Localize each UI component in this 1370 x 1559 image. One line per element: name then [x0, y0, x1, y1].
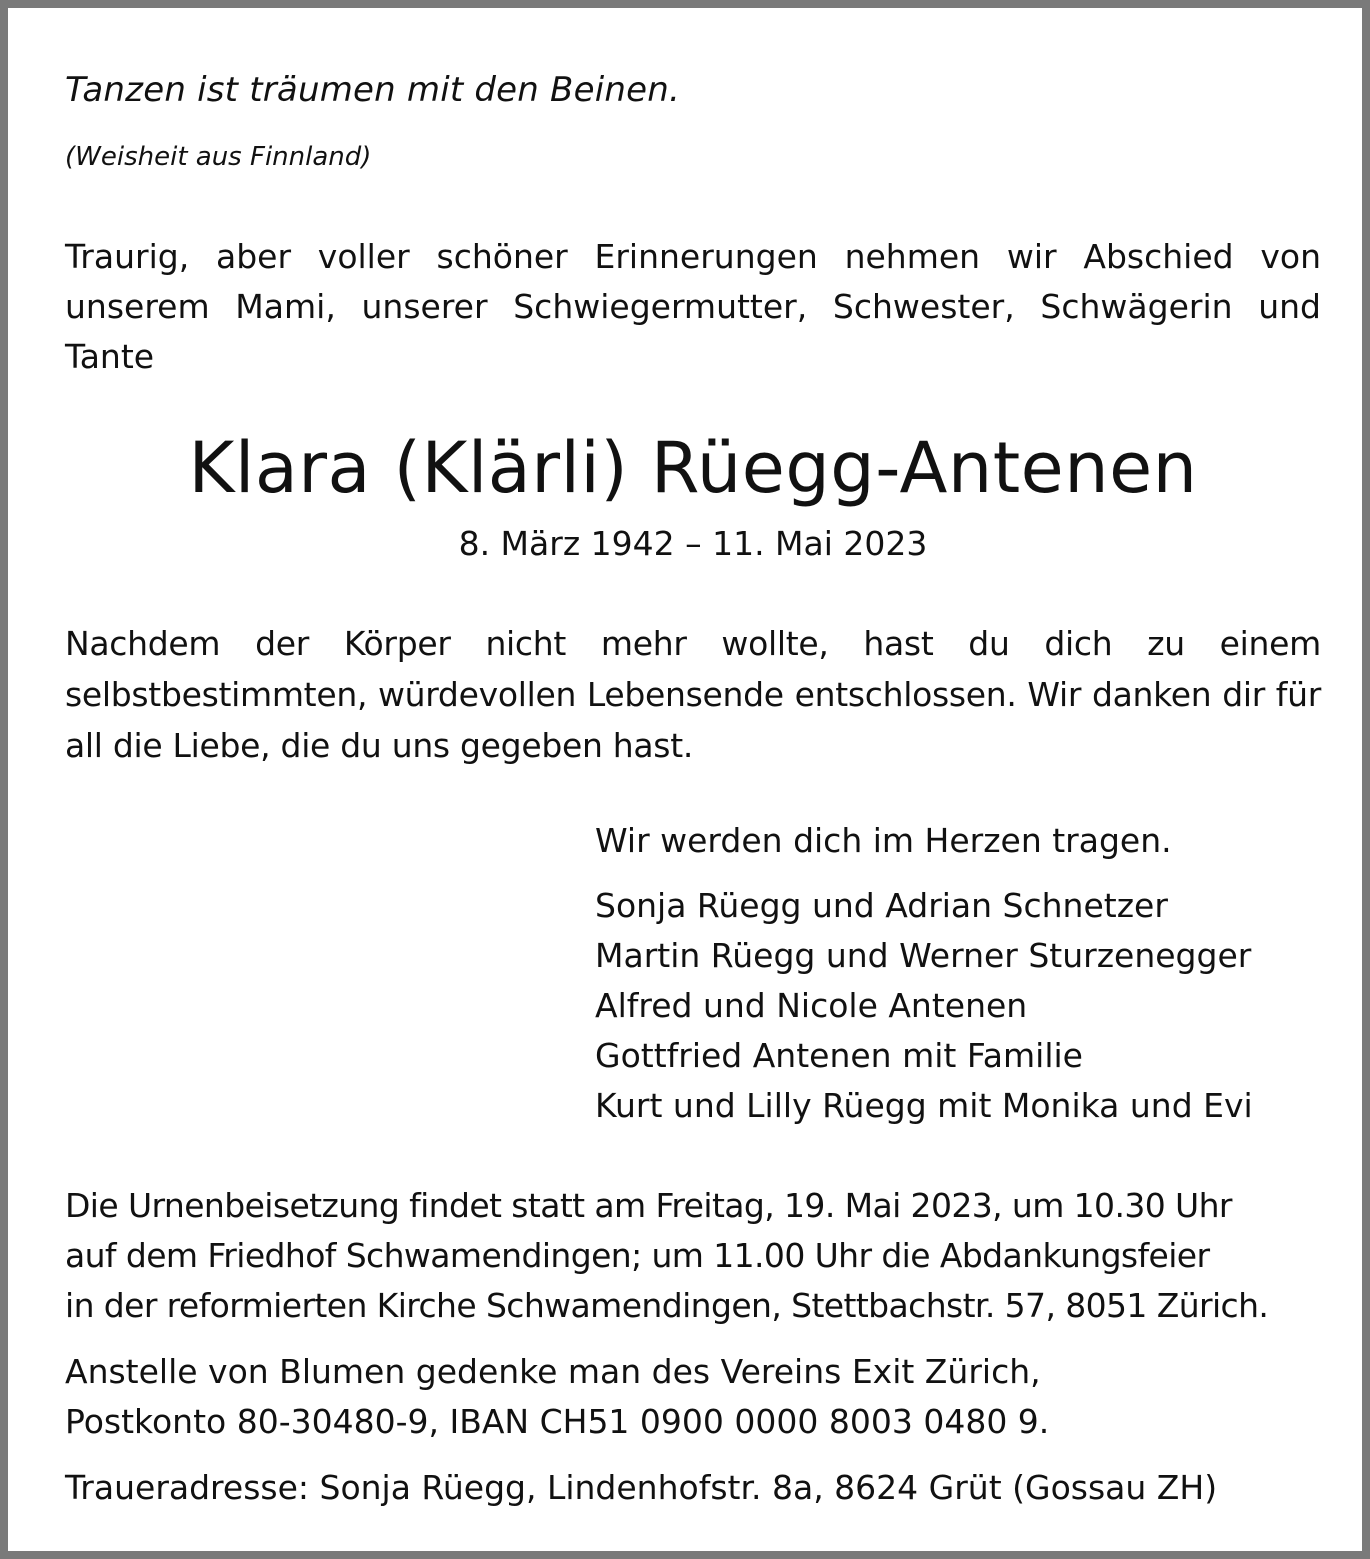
farewell-message: Nachdem der Körper nicht mehr wollte, hast du dich zu einem selbstbestimmten, würdevollen Lebensende entschlossen. Wir danken dir für all die Liebe, die du uns gegeben hast.	[65, 624, 1321, 765]
mourner-entry: Sonja Rüegg und Adrian Schnetzer	[595, 886, 1168, 925]
service-line: auf dem Friedhof Schwamendingen; um 11.00 Uhr die Abdankungsfeier	[65, 1236, 1210, 1275]
mourners-list	[595, 881, 1253, 1131]
donation-info	[65, 1347, 1321, 1447]
donation-line: Anstelle von Blumen gedenke man des Vereins Exit Zürich,	[65, 1352, 1041, 1391]
mourning-address: Traueradresse: Sonja Rüegg, Lindenhofstr. 8a, 8624 Grüt (Gossau ZH)	[65, 1468, 1218, 1507]
service-info	[65, 1181, 1321, 1331]
motto-source: (Weisheit aus Finnland)	[65, 142, 372, 172]
mourner-entry: Alfred und Nicole Antenen	[595, 986, 1028, 1025]
mourner-entry: Kurt und Lilly Rüegg mit Monika und Evi	[595, 1086, 1253, 1125]
mourner-entry: Martin Rüegg und Werner Sturzenegger	[595, 936, 1252, 975]
motto-quote: Tanzen ist träumen mit den Beinen.	[65, 70, 680, 110]
service-line: Die Urnenbeisetzung findet statt am Freitag, 19. Mai 2023, um 10.30 Uhr	[65, 1186, 1232, 1225]
mourner-entry: Gottfried Antenen mit Familie	[595, 1036, 1083, 1075]
intro-text: Traurig, aber voller schöner Erinnerungen nehmen wir Abschied von unserem Mami, unserer Schwiegermutter, Schwester, Schwägerin und Tante	[65, 237, 1321, 376]
donation-line: Postkonto 80-30480-9, IBAN CH51 0900 0000 8003 0480 9.	[65, 1402, 1050, 1441]
service-line: in der reformierten Kirche Schwamendingen, Stettbachstr. 57, 8051 Zürich.	[65, 1286, 1269, 1325]
life-dates: 8. März 1942 – 11. Mai 2023	[458, 524, 928, 563]
deceased-name: Klara (Klärli) Rüegg-Antenen	[188, 427, 1198, 509]
signoff-line: Wir werden dich im Herzen tragen.	[595, 821, 1172, 860]
